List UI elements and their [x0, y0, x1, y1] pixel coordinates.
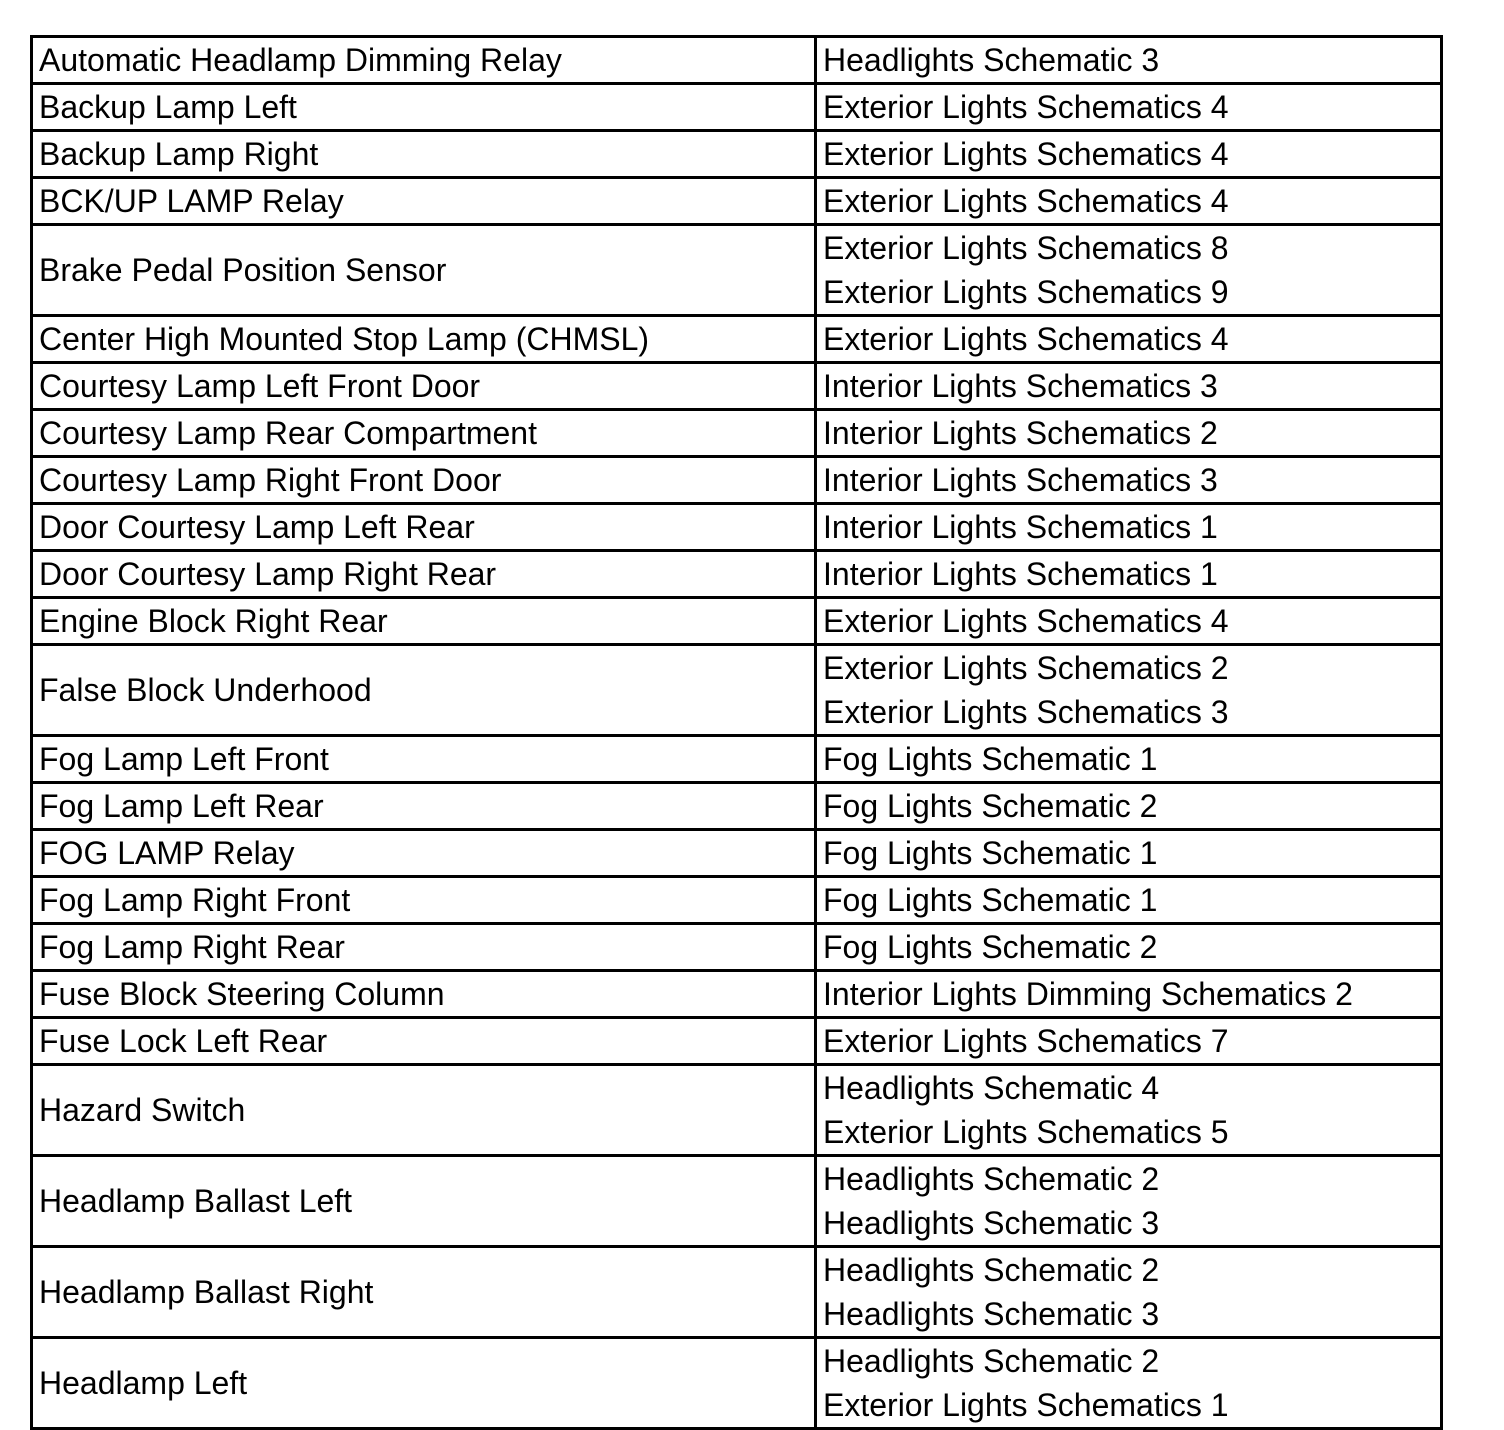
- schematic-reference: Exterior Lights Schematics 2: [823, 650, 1229, 686]
- table-row: [32, 877, 1442, 924]
- component-name-cell: False Block Underhood: [32, 645, 816, 736]
- schematic-reference: Exterior Lights Schematics 5: [823, 1114, 1229, 1150]
- table-row: [32, 410, 1442, 457]
- schematic-reference-cell: [816, 316, 1442, 363]
- schematic-reference-cell: [816, 736, 1442, 783]
- schematic-reference-cell: [816, 783, 1442, 830]
- schematic-reference-cell: [816, 131, 1442, 178]
- table-row: [32, 783, 1442, 830]
- schematic-reference: Interior Lights Schematics 3: [823, 462, 1218, 498]
- table-row: [32, 131, 1442, 178]
- component-name-cell: Courtesy Lamp Left Front Door: [32, 363, 816, 410]
- schematic-reference: Exterior Lights Schematics 4: [823, 136, 1229, 172]
- schematic-reference: Headlights Schematic 3: [823, 1296, 1160, 1332]
- component-name-cell: Headlamp Ballast Left: [32, 1156, 816, 1247]
- table-row: [32, 363, 1442, 410]
- schematic-reference-cell: [816, 504, 1442, 551]
- schematic-reference: Interior Lights Dimming Schematics 2: [823, 976, 1353, 1012]
- component-name-cell: Backup Lamp Left: [32, 84, 816, 131]
- component-name-cell: Fog Lamp Right Rear: [32, 924, 816, 971]
- schematic-reference: Fog Lights Schematic 2: [823, 929, 1158, 965]
- schematic-reference: Interior Lights Schematics 1: [823, 556, 1218, 592]
- table-row: [32, 457, 1442, 504]
- schematic-reference-cell: [816, 1018, 1442, 1065]
- component-name-cell: Engine Block Right Rear: [32, 598, 816, 645]
- table-body: [32, 37, 1442, 1429]
- component-name-cell: Fog Lamp Left Front: [32, 736, 816, 783]
- table-row: [32, 598, 1442, 645]
- schematic-reference: Headlights Schematic 2: [823, 1252, 1160, 1288]
- schematic-reference-cell: [816, 971, 1442, 1018]
- component-name-cell: Door Courtesy Lamp Left Rear: [32, 504, 816, 551]
- schematic-reference: Fog Lights Schematic 1: [823, 741, 1158, 777]
- table-row: [32, 971, 1442, 1018]
- schematic-reference-cell: [816, 830, 1442, 877]
- table-row: [32, 551, 1442, 598]
- schematic-reference: Interior Lights Schematics 2: [823, 415, 1218, 451]
- table-row: [32, 37, 1442, 84]
- component-name-cell: Courtesy Lamp Rear Compartment: [32, 410, 816, 457]
- schematic-reference-cell: [816, 457, 1442, 504]
- schematic-reference-cell: [816, 37, 1442, 84]
- component-name-cell: Automatic Headlamp Dimming Relay: [32, 37, 816, 84]
- schematic-reference: Fog Lights Schematic 2: [823, 788, 1158, 824]
- schematic-reference-cell: [816, 178, 1442, 225]
- schematic-reference-cell: [816, 225, 1442, 316]
- component-name-cell: FOG LAMP Relay: [32, 830, 816, 877]
- schematic-reference-cell: [816, 924, 1442, 971]
- schematic-reference: Headlights Schematic 2: [823, 1343, 1160, 1379]
- component-name-cell: Fog Lamp Right Front: [32, 877, 816, 924]
- component-name-cell: Backup Lamp Right: [32, 131, 816, 178]
- table-row: [32, 924, 1442, 971]
- component-name-cell: BCK/UP LAMP Relay: [32, 178, 816, 225]
- schematic-reference: Exterior Lights Schematics 3: [823, 694, 1229, 730]
- component-name-cell: Center High Mounted Stop Lamp (CHMSL): [32, 316, 816, 363]
- schematic-reference: Exterior Lights Schematics 4: [823, 89, 1229, 125]
- schematic-reference-cell: [816, 1338, 1442, 1429]
- schematic-reference-cell: [816, 1247, 1442, 1338]
- schematic-reference: Exterior Lights Schematics 4: [823, 603, 1229, 639]
- schematic-reference: Exterior Lights Schematics 4: [823, 321, 1229, 357]
- table-row: [32, 1156, 1442, 1247]
- schematic-reference: Exterior Lights Schematics 4: [823, 183, 1229, 219]
- table-row: [32, 225, 1442, 316]
- schematic-reference: Headlights Schematic 3: [823, 1205, 1160, 1241]
- schematic-reference-cell: [816, 645, 1442, 736]
- schematic-reference-cell: [816, 1156, 1442, 1247]
- schematic-reference: Exterior Lights Schematics 9: [823, 274, 1229, 310]
- table-row: [32, 736, 1442, 783]
- schematic-reference: Headlights Schematic 3: [823, 42, 1160, 78]
- schematic-reference: Interior Lights Schematics 3: [823, 368, 1218, 404]
- table-row: [32, 178, 1442, 225]
- component-name-cell: Hazard Switch: [32, 1065, 816, 1156]
- table-row: [32, 1247, 1442, 1338]
- schematic-reference: Headlights Schematic 4: [823, 1070, 1160, 1106]
- schematic-reference: Exterior Lights Schematics 1: [823, 1387, 1229, 1423]
- schematic-reference-cell: [816, 551, 1442, 598]
- schematic-reference: Fog Lights Schematic 1: [823, 835, 1158, 871]
- component-name-cell: Fog Lamp Left Rear: [32, 783, 816, 830]
- component-name-cell: Brake Pedal Position Sensor: [32, 225, 816, 316]
- schematic-reference: Exterior Lights Schematics 7: [823, 1023, 1229, 1059]
- table-row: [32, 316, 1442, 363]
- component-name-cell: Fuse Block Steering Column: [32, 971, 816, 1018]
- table-row: [32, 1338, 1442, 1429]
- schematic-reference: Headlights Schematic 2: [823, 1161, 1160, 1197]
- component-name-cell: Fuse Lock Left Rear: [32, 1018, 816, 1065]
- table-row: [32, 1018, 1442, 1065]
- table-row: [32, 1065, 1442, 1156]
- component-name-cell: Door Courtesy Lamp Right Rear: [32, 551, 816, 598]
- component-name-cell: Headlamp Ballast Right: [32, 1247, 816, 1338]
- schematic-reference-cell: [816, 410, 1442, 457]
- table-row: [32, 504, 1442, 551]
- component-schematic-table: [30, 35, 1443, 1430]
- schematic-reference-cell: [816, 598, 1442, 645]
- table-row: [32, 830, 1442, 877]
- component-name-cell: Courtesy Lamp Right Front Door: [32, 457, 816, 504]
- schematic-reference: Fog Lights Schematic 1: [823, 882, 1158, 918]
- table-row: [32, 84, 1442, 131]
- schematic-reference-cell: [816, 1065, 1442, 1156]
- schematic-reference-cell: [816, 877, 1442, 924]
- schematic-reference: Exterior Lights Schematics 8: [823, 230, 1229, 266]
- component-name-cell: Headlamp Left: [32, 1338, 816, 1429]
- schematic-reference-cell: [816, 84, 1442, 131]
- table-row: [32, 645, 1442, 736]
- schematic-reference: Interior Lights Schematics 1: [823, 509, 1218, 545]
- schematic-reference-cell: [816, 363, 1442, 410]
